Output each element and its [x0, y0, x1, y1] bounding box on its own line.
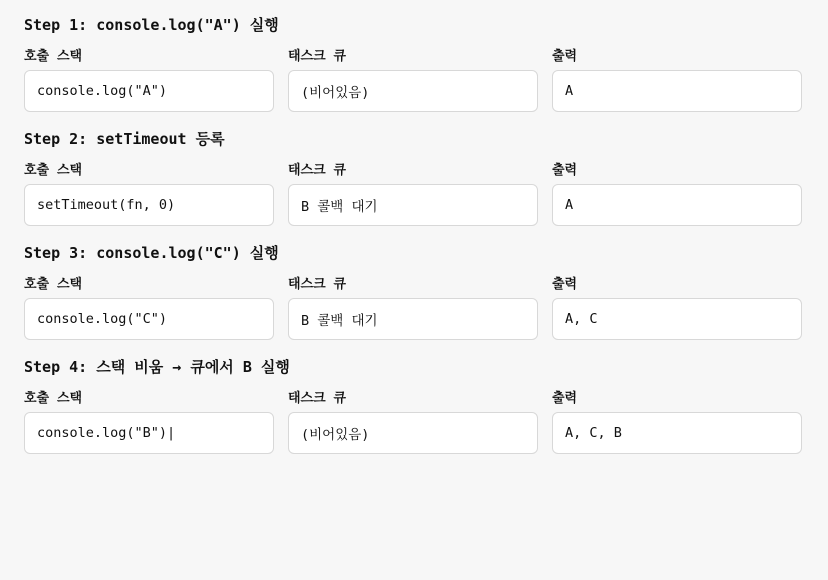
output-column — [552, 159, 802, 226]
step-block-4 — [24, 356, 804, 454]
output-column — [552, 387, 802, 454]
step-columns — [24, 273, 804, 340]
task-queue-label: 태스크 큐 — [288, 277, 347, 292]
task-queue-value: B 콜백 대기 — [288, 298, 538, 340]
task-queue-column — [288, 387, 538, 454]
output-value: A — [552, 184, 802, 226]
task-queue-value: (비어있음) — [288, 70, 538, 112]
output-value: A, C, B — [552, 412, 802, 454]
task-queue-column — [288, 273, 538, 340]
call-stack-column — [24, 273, 274, 340]
output-column — [552, 45, 802, 112]
task-queue-label: 태스크 큐 — [288, 49, 347, 64]
task-queue-label: 태스크 큐 — [288, 391, 347, 406]
output-value: A, C — [552, 298, 802, 340]
output-label: 출력 — [552, 277, 578, 292]
call-stack-label: 호출 스택 — [24, 277, 83, 292]
step-block-2 — [24, 128, 804, 226]
step-title: Step 2: setTimeout 등록 — [24, 130, 225, 148]
output-value: A — [552, 70, 802, 112]
step-title: Step 1: console.log("A") 실행 — [24, 16, 279, 34]
output-label: 출력 — [552, 391, 578, 406]
call-stack-label: 호출 스택 — [24, 391, 83, 406]
task-queue-column — [288, 159, 538, 226]
step-title: Step 3: console.log("C") 실행 — [24, 244, 279, 262]
call-stack-column — [24, 387, 274, 454]
call-stack-value: console.log("A") — [24, 70, 274, 112]
call-stack-value: console.log("B")| — [24, 412, 274, 454]
step-columns — [24, 159, 804, 226]
output-label: 출력 — [552, 163, 578, 178]
task-queue-column — [288, 45, 538, 112]
call-stack-value: setTimeout(fn, 0) — [24, 184, 274, 226]
step-columns — [24, 45, 804, 112]
call-stack-column — [24, 45, 274, 112]
output-column — [552, 273, 802, 340]
call-stack-value: console.log("C") — [24, 298, 274, 340]
task-queue-label: 태스크 큐 — [288, 163, 347, 178]
step-title: Step 4: 스택 비움 → 큐에서 B 실행 — [24, 358, 290, 376]
task-queue-value: (비어있음) — [288, 412, 538, 454]
call-stack-label: 호출 스택 — [24, 49, 83, 64]
step-columns — [24, 387, 804, 454]
call-stack-column — [24, 159, 274, 226]
output-label: 출력 — [552, 49, 578, 64]
step-block-1 — [24, 14, 804, 112]
call-stack-label: 호출 스택 — [24, 163, 83, 178]
task-queue-value: B 콜백 대기 — [288, 184, 538, 226]
step-block-3 — [24, 242, 804, 340]
